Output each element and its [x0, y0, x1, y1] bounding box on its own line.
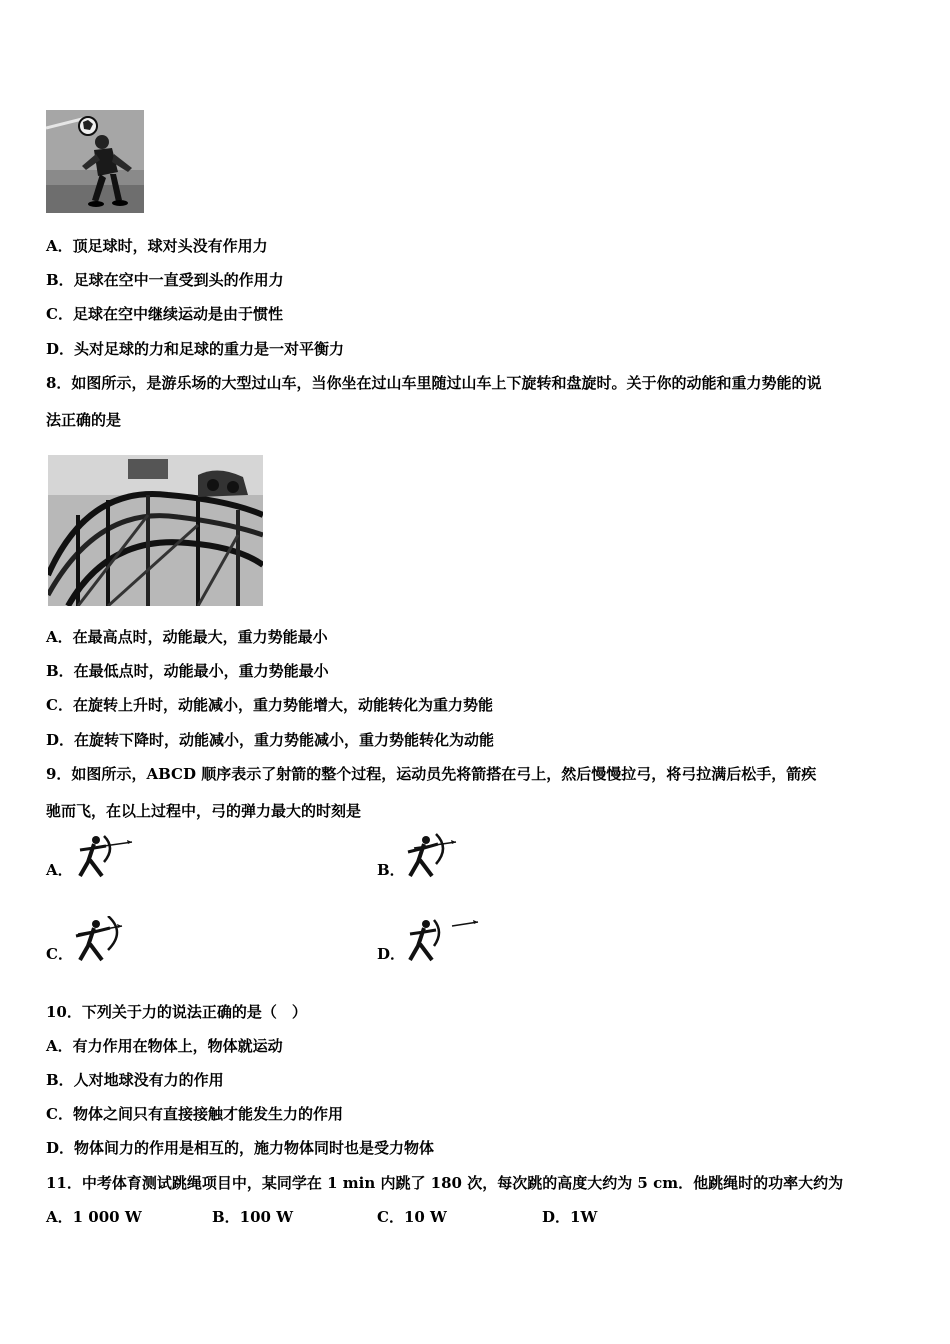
q10-stem: 10．下列关于力的说法正确的是（ ）: [46, 1003, 307, 1021]
q10-option-a: A．有力作用在物体上，物体就运动: [46, 1037, 283, 1055]
q9-stem-line2: 驰而飞，在以上过程中，弓的弹力最大的时刻是: [46, 802, 362, 820]
q8-option-d: D．在旋转下降时，动能减小，重力势能减小，重力势能转化为动能: [46, 731, 495, 749]
q11-stem: 11．中考体育测试跳绳项目中，某同学在 1 min 内跳了 180 次，每次跳的高度大约为 5 cm．他跳绳时的功率大约为: [46, 1174, 844, 1192]
archer-b-figure: [404, 832, 464, 880]
q10-option-c: C．物体之间只有直接接触才能发生力的作用: [46, 1105, 343, 1123]
q11-option-b: B．100 W: [212, 1208, 294, 1226]
q8-stem-line2: 法正确的是: [46, 411, 122, 429]
soccer-heading-figure: [46, 110, 144, 213]
q7-option-a: A．顶足球时，球对头没有作用力: [46, 237, 268, 255]
q9-option-b-label: B．: [377, 861, 405, 879]
q7-option-b: B．足球在空中一直受到头的作用力: [46, 271, 284, 289]
q9-stem-line1: 9．如图所示，ABCD 顺序表示了射箭的整个过程，运动员先将箭搭在弓上，然后慢慢拉弓，将弓拉满后松手，箭疾: [46, 765, 817, 783]
q8-option-c: C．在旋转上升时，动能减小，重力势能增大，动能转化为重力势能: [46, 696, 493, 714]
q9-option-a-label: A．: [46, 861, 73, 879]
q7-option-c: C．足球在空中继续运动是由于惯性: [46, 305, 283, 323]
q8-stem-line1: 8．如图所示，是游乐场的大型过山车，当你坐在过山车里随过山车上下旋转和盘旋时。关于你的动能和重力势能的说: [46, 374, 822, 392]
q10-option-b: B．人对地球没有力的作用: [46, 1071, 224, 1089]
archer-c-figure: [74, 916, 128, 964]
archer-a-figure: [74, 832, 136, 880]
q11-option-c: C．10 W: [377, 1208, 447, 1226]
q10-option-d: D．物体间力的作用是相互的，施力物体同时也是受力物体: [46, 1139, 435, 1157]
archer-d-figure: [404, 914, 480, 964]
q8-option-b: B．在最低点时，动能最小，重力势能最小: [46, 662, 329, 680]
q7-option-d: D．头对足球的力和足球的重力是一对平衡力: [46, 340, 345, 358]
q8-option-a: A．在最高点时，动能最大，重力势能最小: [46, 628, 328, 646]
q11-option-a: A．1 000 W: [46, 1208, 142, 1226]
q11-option-d: D．1W: [542, 1208, 598, 1226]
q9-option-c-label: C．: [46, 945, 73, 963]
roller-coaster-figure: [48, 455, 263, 606]
q9-option-d-label: D．: [377, 945, 406, 963]
